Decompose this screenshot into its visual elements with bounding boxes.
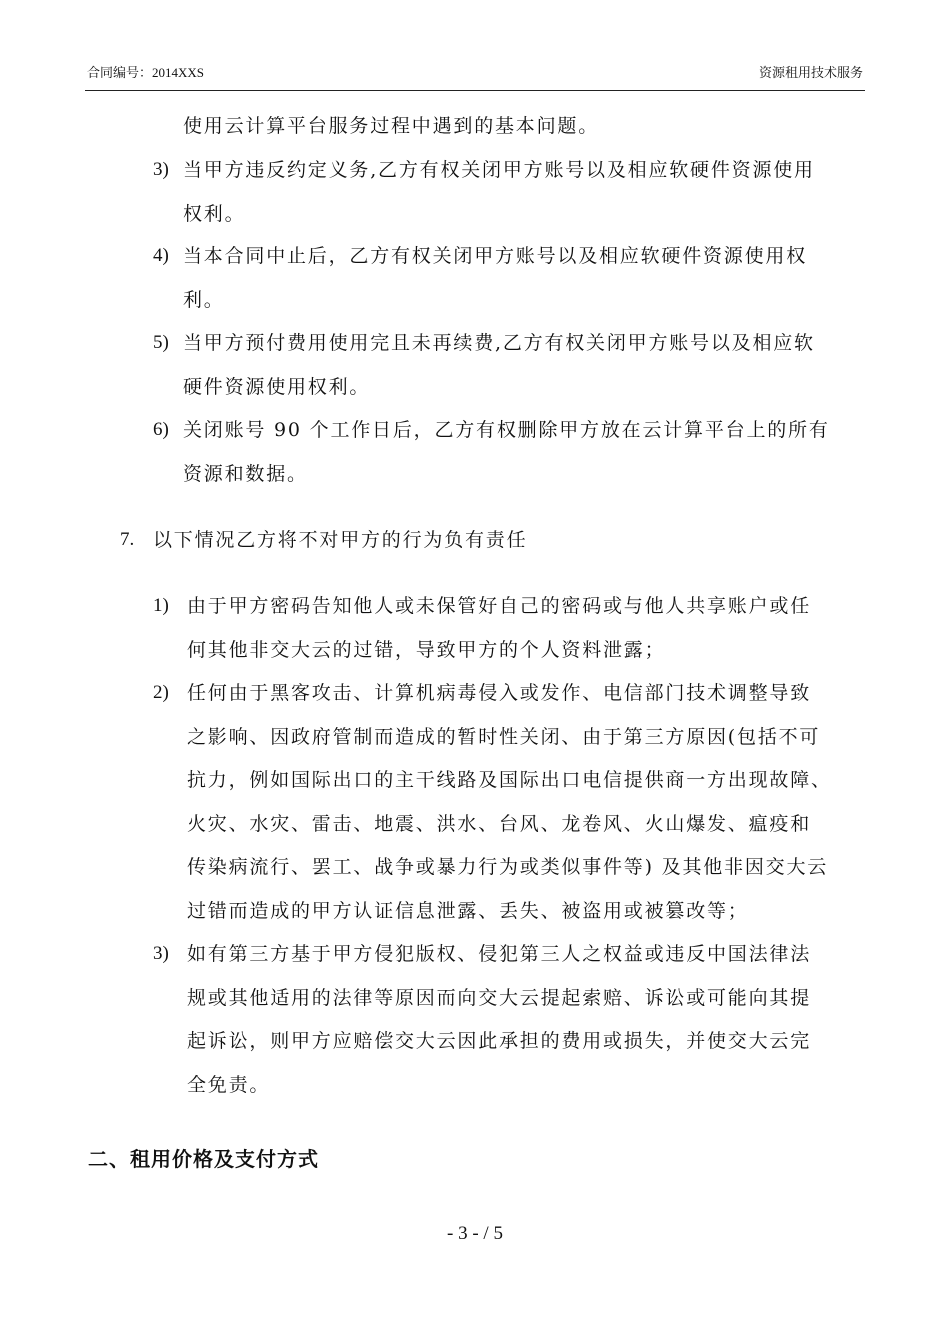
list-item-number: 5) (153, 332, 169, 353)
list-item-number: 6) (153, 419, 169, 440)
list-item-number: 3) (153, 943, 169, 964)
list-item-line: 如有第三方基于甲方侵犯版权、侵犯第三人之权益或违反中国法律法 (187, 943, 812, 965)
list-item-line: 传染病流行、罢工、战争或暴力行为或类似事件等) 及其他非因交大云 (187, 856, 829, 878)
list-item-line: 火灾、水灾、雷击、地震、洪水、台风、龙卷风、火山爆发、瘟疫和 (187, 813, 812, 835)
section-number: 7. (120, 529, 135, 550)
list-item-line: 资源和数据。 (183, 463, 308, 485)
contract-number: 合同编号：2014XXS (87, 65, 205, 80)
list-item-number: 2) (153, 682, 169, 703)
list-item-number: 3) (153, 159, 169, 180)
document-title: 资源租用技术服务 (758, 65, 863, 80)
list-item-line: 何其他非交大云的过错，导致甲方的个人资料泄露； (187, 639, 666, 661)
list-item-line: 硬件资源使用权利。 (183, 376, 371, 398)
list-item-line: 权利。 (183, 203, 246, 225)
section-heading: 以下情况乙方将不对甲方的行为负有责任 (153, 529, 528, 551)
section-title: 二、租用价格及支付方式 (88, 1147, 319, 1171)
list-item-number: 4) (153, 245, 169, 266)
list-item-line: 当甲方预付费用使用完且未再续费,乙方有权关闭甲方账号以及相应软 (183, 332, 815, 354)
list-item-line: 抗力，例如国际出口的主干线路及国际出口电信提供商一方出现故障、 (187, 769, 832, 791)
list-item-line: 之影响、因政府管制而造成的暂时性关闭、由于第三方原因(包括不可 (187, 726, 821, 748)
page-header (85, 58, 865, 91)
list-item-line: 规或其他适用的法律等原因而向交大云提起索赔、诉讼或可能向其提 (187, 987, 812, 1009)
list-item-line: 当本合同中止后，乙方有权关闭甲方账号以及相应软硬件资源使用权 (183, 245, 808, 267)
list-item-line: 当甲方违反约定义务,乙方有权关闭甲方账号以及相应软硬件资源使用 (183, 159, 815, 181)
continuation-line: 使用云计算平台服务过程中遇到的基本问题。 (183, 115, 600, 137)
list-item-line: 任何由于黑客攻击、计算机病毒侵入或发作、电信部门技术调整导致 (187, 682, 812, 704)
page-number: - 3 - / 5 (447, 1223, 503, 1244)
list-item-line: 关闭账号 90 个工作日后，乙方有权删除甲方放在云计算平台上的所有 (183, 419, 830, 441)
list-item-line: 起诉讼，则甲方应赔偿交大云因此承担的费用或损失，并使交大云完 (187, 1030, 812, 1052)
list-item-line: 全免责。 (187, 1074, 271, 1096)
list-item-line: 由于甲方密码告知他人或未保管好自己的密码或与他人共享账户或任 (187, 595, 812, 617)
list-item-line: 过错而造成的甲方认证信息泄露、丢失、被盗用或被篡改等； (187, 900, 749, 922)
list-item-number: 1) (153, 595, 169, 616)
list-item-line: 利。 (183, 289, 225, 311)
